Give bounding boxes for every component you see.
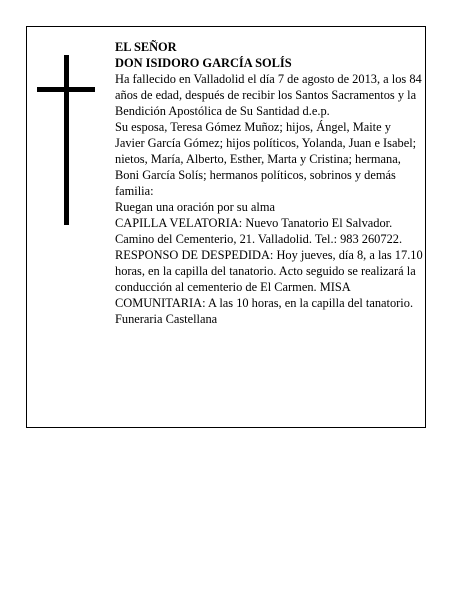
funeral-details: CAPILLA VELATORIA: Nuevo Tanatorio El Salvador. Camino del Cementerio, 21. Valladolid. Tel.: 983 260722. RESPONSO DE DESPEDIDA: Hoy jueves, día 8, a las 17.10 horas, en la capilla del tanatorio. Acto seguido se realizará la conducción al cementerio de El Carmen. MISA COMUNITARIA: A las 10 horas, en la capilla del tanatorio. (115, 216, 423, 310)
funeral-home-name: Funeraria Castellana (115, 312, 218, 326)
notice-title-line2: DON ISIDORO GARCÍA SOLÍS (115, 56, 292, 70)
notice-content (115, 39, 423, 327)
family-list: Su esposa, Teresa Gómez Muñoz; hijos, Ángel, Maite y Javier García Gómez; hijos políticos, Yolanda, Juan e Isabel; nietos, María, Alberto, Esther, Marta y Cristina; hermana, Boni García Solís; hermanos políticos, sobrinos y demás familia: (115, 120, 417, 198)
cross-vertical-bar (64, 55, 69, 225)
obituary-notice (26, 26, 426, 428)
notice-title-line1: EL SEÑOR (115, 40, 177, 54)
cross-icon (37, 55, 95, 225)
cross-horizontal-bar (37, 87, 95, 92)
prayer-request: Ruegan una oración por su alma (115, 200, 275, 214)
death-announcement: Ha fallecido en Valladolid el día 7 de agosto de 2013, a los 84 años de edad, después de recibir los Santos Sacramentos y la Bendición Apostólica de Su Santidad d.e.p. (115, 72, 422, 118)
